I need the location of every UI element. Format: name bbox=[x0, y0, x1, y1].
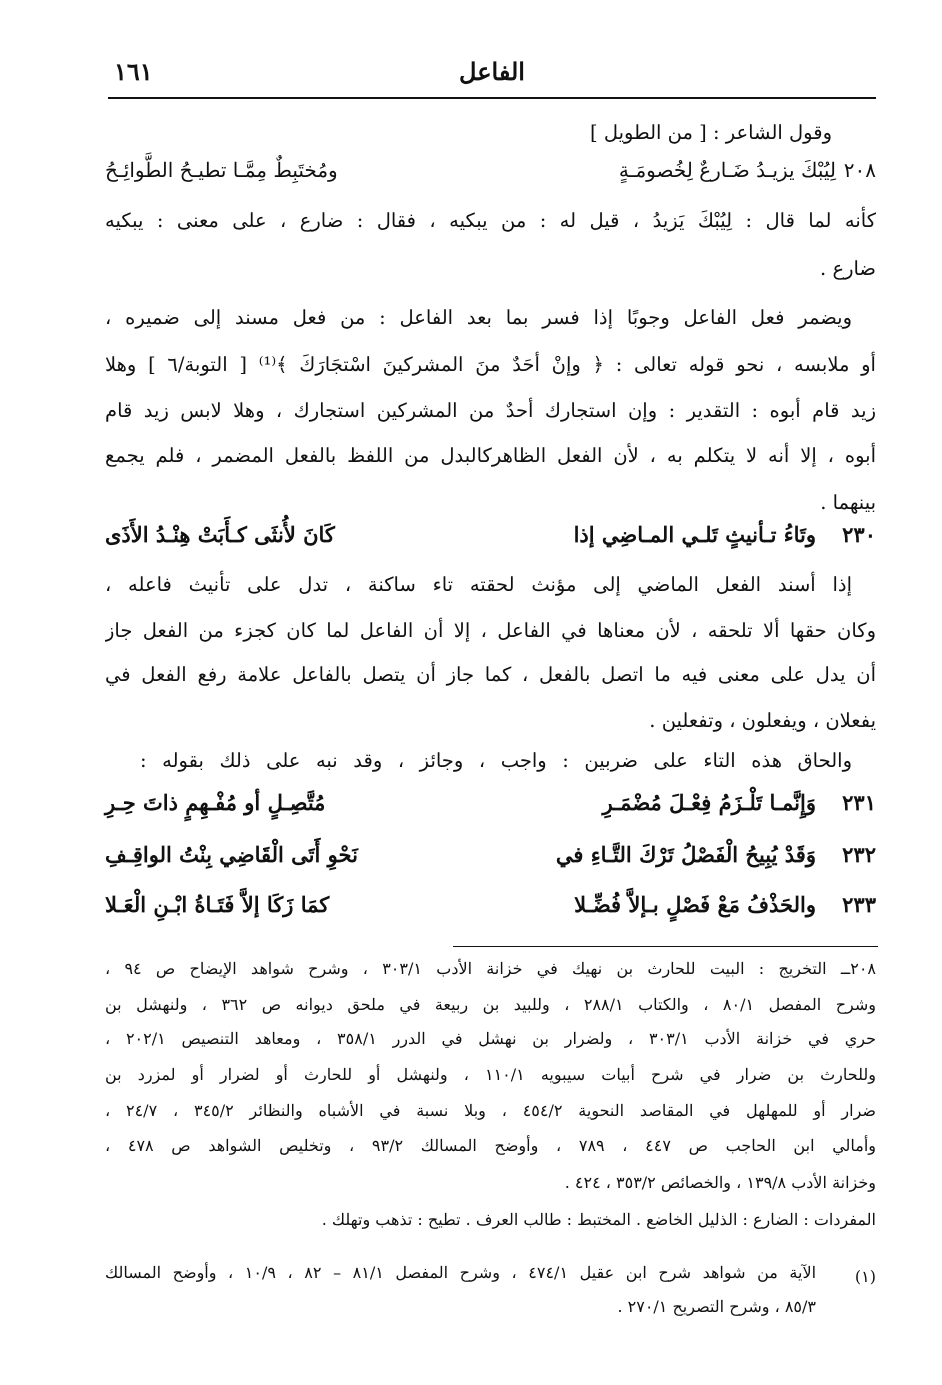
paragraph-line: أو ملابسه ، نحو قوله تعالى : ﴿ وإنْ أحَدٌ منَ المشركينَ اسْتجَارَكَ ﴾⁽¹⁾ [ التوبة/٦ ] وهلا bbox=[105, 353, 876, 376]
verse-number: ٢٣٠ bbox=[842, 522, 876, 547]
footnote-takhrij-line: وخزانة الأدب ١٣٩/٨ ، والخصائص ٣٥٣/٢ ، ٤٢٤ . bbox=[564, 1173, 876, 1192]
verse-230 bbox=[105, 522, 876, 558]
paragraph-line: يفعلان ، ويفعلون ، وتفعلين . bbox=[649, 709, 876, 732]
paragraph-line: ضارع . bbox=[820, 257, 876, 280]
footnote-mufradat: المفردات : الضارع : الذليل الخاضع . المختبط : طالب العرف . تطيح : تذهب وتهلك . bbox=[321, 1210, 876, 1229]
footnote-takhrij-line: وأمالي ابن الحاجب ص ٤٤٧ ، ٧٨٩ ، وأوضح المسالك ٩٣/٢ ، وتخليص الشواهد ص ٤٧٨ ، bbox=[105, 1136, 876, 1155]
verse-second-hemistich: ومُختَبِطٌ مِمَّـا تطيـحُ الطَّوائِـحُ bbox=[105, 158, 338, 182]
page-number: ١٦١ bbox=[114, 57, 153, 86]
verse-208 bbox=[105, 158, 876, 194]
verse-first-hemistich: وَإِنَّمـا تَلْـزَمُ فِعْـلَ مُضْمَـرِ bbox=[602, 790, 816, 815]
footnote-takhrij-line: وشرح المفصل ٨٠/١ ، والكتاب ٢٨٨/١ ، وللبيد بن ربيعة في ملحق ديوانه ص ٣٦٢ ، ولنهشل بن bbox=[105, 995, 876, 1014]
footnote-divider bbox=[453, 946, 878, 947]
verse-number: ٢٣٢ bbox=[842, 842, 876, 867]
verse-231 bbox=[105, 790, 876, 826]
paragraph-line: كأنه لما قال : لِيُبْكَ يَزيدُ ، قيل له : من يبكيه ، فقال : ضارع ، على معنى : يبكيه bbox=[105, 209, 876, 232]
paragraph-line: ويضمر فعل الفاعل وجوبًا إذا فسر بما بعد الفاعل : من فعل مسند إلى ضميره ، bbox=[105, 306, 852, 329]
paragraph-line: وكان حقها ألا تلحقه ، لأن معناها في الفاعل ، إلا أن الفاعل لما كان كجزء من الفعل جاز bbox=[105, 619, 876, 642]
verse-first-hemistich: لِيُبْكَ يزيـدُ ضَـارعٌ لِخُصومَـةٍ bbox=[618, 158, 836, 182]
verse-first-hemistich: والحَذْفُ مَعْ فَصْلٍ بـإلاَّ فُضِّـلا bbox=[574, 892, 816, 917]
verse-first-hemistich: وَقَدْ يُبِيحُ الْفَصْلُ تَرْكَ التَّـاءِ في bbox=[555, 842, 816, 867]
footnote-takhrij-line: حري في خزانة الأدب ٣٠٣/١ ، ولضرار بن نهشل في الدرر ٣٥٨/١ ، ومعاهد التنصيص ٢٠٢/١ ، bbox=[105, 1029, 876, 1048]
footnote-line: ٨٥/٣ ، وشرح التصريح ٢٧٠/١ . bbox=[617, 1297, 816, 1316]
verse-second-hemistich: مُتَّصِـلٍ أو مُفْـهِمٍ ذاتَ حِـرِ bbox=[105, 790, 326, 815]
paragraph-line: أن يدل على معنى فيه ما اتصل بالفعل ، كما جاز أن يتصل بالفاعل علامة رفع الفعل في bbox=[105, 663, 876, 686]
footnote-line: الآية من شواهد شرح ابن عقيل ٤٧٤/١ ، وشرح المفصل ٨١/١ – ٨٢ ، ١٠/٩ ، وأوضح المسالك bbox=[105, 1263, 816, 1282]
verse-number: ٢٣١ bbox=[842, 790, 876, 815]
verse-second-hemistich: نَحْوِ أَتَى الْقَاضِي بِنْتُ الواقِـفِ bbox=[105, 842, 358, 867]
paragraph-line: والحاق هذه التاء على ضربين : واجب ، وجائز ، وقد نبه على ذلك بقوله : bbox=[140, 749, 852, 772]
footnote-number: (١) bbox=[854, 1267, 876, 1286]
verse-number: ٢٣٣ bbox=[842, 892, 876, 917]
footnote-takhrij-line: ضرار أو للمهلهل في المقاصد النحوية ٤٥٤/٢ ، وبلا نسبة في الأشباه والنظائر ٣٤٥/٢ ، ٢٤/٧ ، bbox=[105, 1101, 876, 1120]
verse-first-hemistich: وتَاءُ تـأنيثٍ تَلـي المـاضِي إذا bbox=[573, 522, 816, 547]
verse-number: ٢٠٨ bbox=[843, 158, 876, 182]
footnote-takhrij-line: ٢٠٨ــ التخريج : البيت للحارث بن نهيك في خزانة الأدب ٣٠٣/١ ، وشرح شواهد الإيضاح ص ٩٤ ، bbox=[105, 959, 876, 978]
paragraph-line: بينهما . bbox=[820, 491, 876, 514]
footnote-takhrij-line: وللحارث بن ضرار في شرح أبيات سيبويه ١١٠/١ ، ولنهشل أو للحارث أو لضرار أو لمزرد بن bbox=[105, 1065, 876, 1084]
paragraph-line: أبوه ، إلا أنه لا يتكلم به ، لأن الفعل الظاهركالبدل من اللفظ بالفعل المضمر ، فلم يجمع bbox=[105, 444, 876, 467]
page-header bbox=[108, 55, 876, 99]
verse-232 bbox=[105, 842, 876, 878]
verse-second-hemistich: كمَا زَكَا إلاَّ فَتَـاةُ ابْـنِ الْعَـلا bbox=[105, 892, 330, 917]
verse-second-hemistich: كَانَ لأُنثَى كـأَبَتْ هِنْـدُ الأَذَى bbox=[105, 522, 335, 547]
paragraph-line: زيد قام أبوه : التقدير : وإن استجارك أحدٌ من المشركين استجارك ، وهلا لابس زيد قام bbox=[105, 399, 876, 422]
poet-intro: وقول الشاعر : [ من الطويل ] bbox=[590, 121, 832, 144]
verse-233 bbox=[105, 892, 876, 928]
paragraph-line: إذا أسند الفعل الماضي إلى مؤنث لحقته تاء ساكنة ، تدل على تأنيث فاعله ، bbox=[105, 573, 852, 596]
chapter-title: الفاعل bbox=[459, 57, 525, 86]
